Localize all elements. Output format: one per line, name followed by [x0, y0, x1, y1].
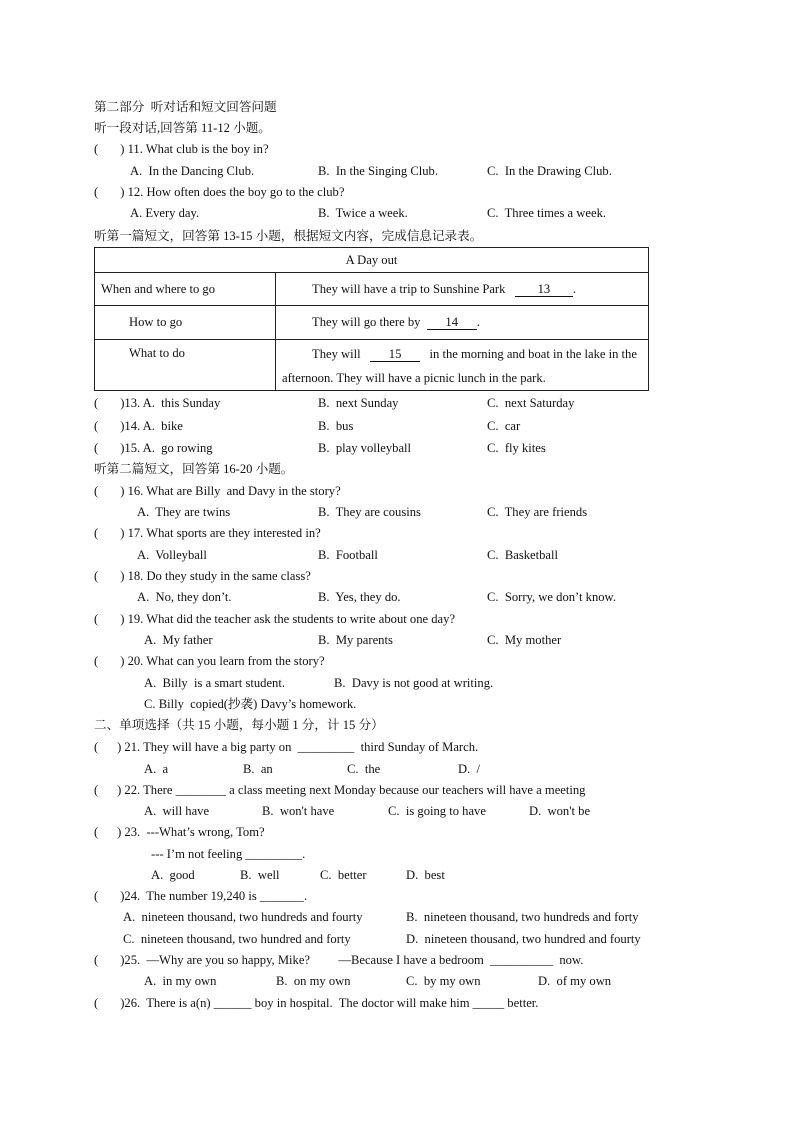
q13-option-c[interactable]: C. next Saturday — [487, 396, 575, 410]
q22-option-a[interactable]: A. will have — [144, 804, 210, 818]
q14-stem: ( )14. A. bike — [94, 419, 183, 433]
q19-option-c[interactable]: C. My mother — [487, 633, 562, 647]
q24-option-a[interactable]: A. nineteen thousand, two hundreds and fourty — [123, 910, 363, 924]
q23-stem: ( ) 23. ---What’s wrong, Tom? — [94, 825, 265, 839]
table-label-what: What to do — [95, 340, 276, 391]
q25-option-c[interactable]: C. by my own — [406, 974, 481, 988]
q19-option-b[interactable]: B. My parents — [318, 633, 393, 647]
q25-option-a[interactable]: A. in my own — [144, 974, 217, 988]
q22-option-c[interactable]: C. is going to have — [388, 804, 486, 818]
q25-option-b[interactable]: B. on my own — [276, 974, 351, 988]
q23-option-c[interactable]: C. better — [320, 868, 367, 882]
table-text-what-a: They will — [312, 347, 361, 361]
q17-option-a[interactable]: A. Volleyball — [137, 548, 207, 562]
table-text-what-c: afternoon. They will have a picnic lunch in the park. — [282, 371, 546, 385]
q15-option-c[interactable]: C. fly kites — [487, 441, 546, 455]
table-cell-how: They will go there by 14 . — [276, 306, 649, 340]
q12-option-a[interactable]: A. Every day. — [130, 206, 200, 220]
q26-stem: ( )26. There is a(n) ______ boy in hospital. The doctor will make him _____ better. — [94, 996, 539, 1010]
q20-stem: ( ) 20. What can you learn from the story? — [94, 654, 325, 668]
q23-option-b[interactable]: B. well — [240, 868, 280, 882]
q17-stem: ( ) 17. What sports are they interested in? — [94, 526, 321, 540]
q13-stem: ( )13. A. this Sunday — [94, 396, 221, 410]
dialog-intro: 听一段对话,回答第 11-12 小题。 — [94, 121, 271, 135]
q25-option-d[interactable]: D. of my own — [538, 974, 612, 988]
q19-option-a[interactable]: A. My father — [144, 633, 213, 647]
section2-title: 第二部分 听对话和短文回答问题 — [94, 100, 277, 114]
blank-14[interactable]: 14 — [427, 315, 477, 330]
q19-stem: ( ) 19. What did the teacher ask the students to write about one day? — [94, 612, 456, 626]
q22-option-d[interactable]: D. won't be — [529, 804, 591, 818]
q23-option-a[interactable]: A. good — [151, 868, 195, 882]
q21-option-c[interactable]: C. the — [347, 762, 381, 776]
q12-option-c[interactable]: C. Three times a week. — [487, 206, 607, 220]
table-title: A Day out — [95, 248, 649, 273]
q21-stem: ( ) 21. They will have a big party on _________ third Sunday of March. — [94, 740, 479, 754]
q14-option-b[interactable]: B. bus — [318, 419, 354, 433]
info-record-table — [94, 247, 649, 391]
q17-option-b[interactable]: B. Football — [318, 548, 378, 562]
table-text-when-where: They will have a trip to Sunshine Park — [312, 281, 506, 296]
q20-option-a[interactable]: A. Billy is a smart student. — [144, 676, 285, 690]
q12-option-b[interactable]: B. Twice a week. — [318, 206, 408, 220]
blank-15[interactable]: 15 — [370, 347, 420, 362]
blank-13[interactable]: 13 — [515, 282, 573, 297]
q15-option-b[interactable]: B. play volleyball — [318, 441, 412, 455]
table-label-how: How to go — [95, 306, 276, 340]
q23-line2: --- I’m not feeling _________. — [151, 847, 306, 861]
q11-option-c[interactable]: C. In the Drawing Club. — [487, 164, 612, 178]
single-choice-title: 二、单项选择（共 15 小题，每小题 1 分，计 15 分） — [94, 718, 384, 732]
q24-option-c[interactable]: C. nineteen thousand, two hundred and forty — [123, 932, 351, 946]
q18-option-a[interactable]: A. No, they don’t. — [137, 590, 232, 604]
q22-stem: ( ) 22. There ________ a class meeting next Monday because our teachers will have a meeting — [94, 783, 586, 797]
q17-option-c[interactable]: C. Basketball — [487, 548, 559, 562]
table-cell-what — [276, 340, 649, 391]
q11-option-b[interactable]: B. In the Singing Club. — [318, 164, 438, 178]
passage1-intro: 听第一篇短文，回答第 13-15 小题，根据短文内容，完成信息记录表。 — [94, 229, 483, 243]
passage2-intro: 听第二篇短文，回答第 16-20 小题。 — [94, 462, 294, 476]
q16-option-a[interactable]: A. They are twins — [137, 505, 231, 519]
q24-option-d[interactable]: D. nineteen thousand, two hundred and fourty — [406, 932, 641, 946]
q14-option-c[interactable]: C. car — [487, 419, 521, 433]
q23-option-d[interactable]: D. best — [406, 868, 445, 882]
q16-option-c[interactable]: C. They are friends — [487, 505, 588, 519]
q12-stem: ( ) 12. How often does the boy go to the club? — [94, 185, 345, 199]
table-label-when-where: When and where to go — [95, 273, 276, 306]
q21-option-a[interactable]: A. a — [144, 762, 169, 776]
table-text-what-b: in the morning and boat in the lake in the — [429, 347, 637, 361]
q24-option-b[interactable]: B. nineteen thousand, two hundreds and forty — [406, 910, 639, 924]
q13-option-b[interactable]: B. next Sunday — [318, 396, 399, 410]
q16-stem: ( ) 16. What are Billy and Davy in the story? — [94, 484, 341, 498]
q20-option-b[interactable]: B. Davy is not good at writing. — [334, 676, 494, 690]
q11-option-a[interactable]: A. In the Dancing Club. — [130, 164, 255, 178]
q11-stem: ( ) 11. What club is the boy in? — [94, 142, 269, 156]
q16-option-b[interactable]: B. They are cousins — [318, 505, 421, 519]
q25-stem: ( )25. —Why are you so happy, Mike? —Because I have a bedroom __________ now. — [94, 953, 584, 967]
q20-option-c[interactable]: C. Billy copied(抄袭) Davy’s homework. — [144, 697, 357, 711]
q21-option-d[interactable]: D. / — [458, 762, 481, 776]
table-cell-when-where: They will have a trip to Sunshine Park 13 . — [276, 273, 649, 306]
q18-option-c[interactable]: C. Sorry, we don’t know. — [487, 590, 616, 604]
table-text-how: They will go there by — [312, 315, 421, 329]
q18-option-b[interactable]: B. Yes, they do. — [318, 590, 401, 604]
q22-option-b[interactable]: B. won't have — [262, 804, 335, 818]
q24-stem: ( )24. The number 19,240 is _______. — [94, 889, 308, 903]
q21-option-b[interactable]: B. an — [243, 762, 273, 776]
q15-stem: ( )15. A. go rowing — [94, 441, 213, 455]
q18-stem: ( ) 18. Do they study in the same class? — [94, 569, 311, 583]
